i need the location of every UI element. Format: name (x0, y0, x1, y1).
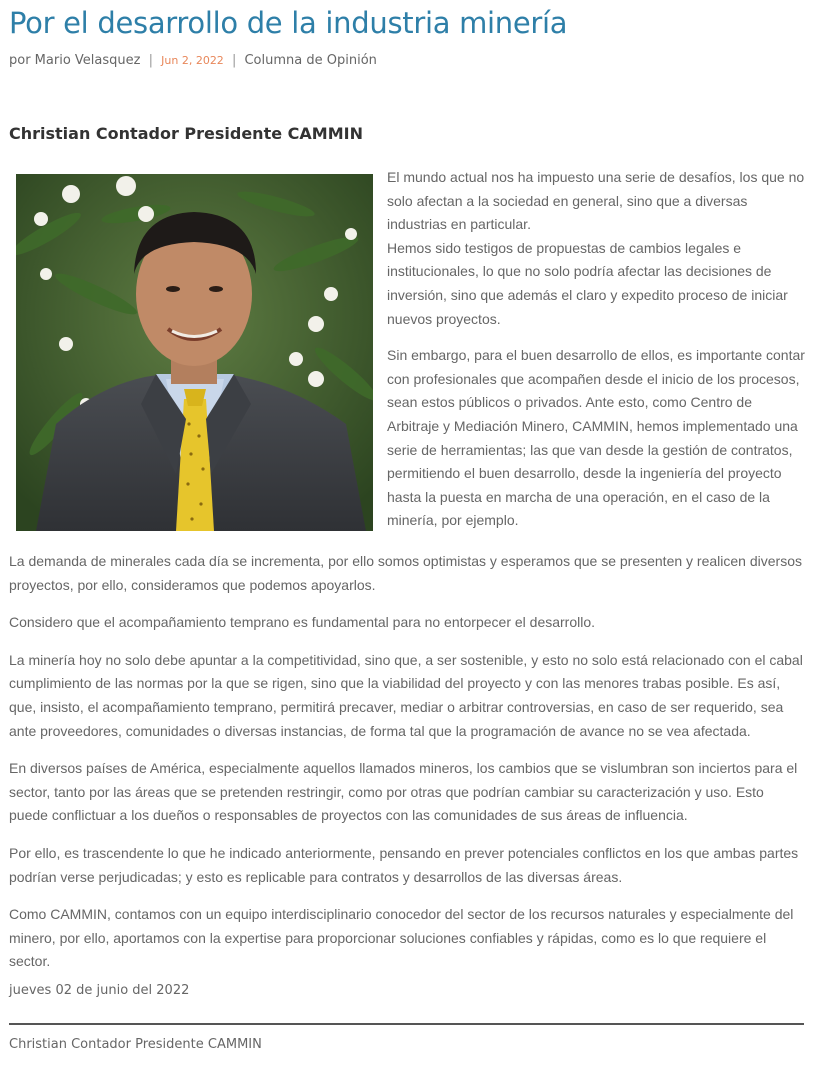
body-paragraph: Considero que el acompañamiento temprano es fundamental para no entorpecer el desarrollo. (9, 614, 596, 631)
portrait-photo (16, 174, 373, 531)
author-link[interactable]: por Mario Velasquez (9, 53, 141, 68)
photo-caption: Christian Contador Presidente CAMMIN (9, 1037, 262, 1052)
publish-date: Jun 2, 2022 (161, 54, 224, 67)
body-paragraph: La minería hoy no solo debe apuntar a la competitividad, sino que, a ser sostenible, y esto no solo está relacionado con el cabal cumplimiento de las normas por la que se rigen, sino que la viabilidad del proyecto y con las menores trabas posible. Es así, que, insisto, el acompañamiento temprano, permitirá precaver, mediar o arbitrar controversias, en caso de ser requerido, sea ante proveedores, comunidades o diversas instancias, de forma tal que la programación de avance no se vea afectada. (9, 651, 803, 739)
meta-separator: | (148, 53, 153, 68)
paragraph-text: Hemos sido testigos de propuestas de cambios legales e institucionales, lo que no solo podría afectar las decisiones de inversión, sino que además el claro y expedito proceso de iniciar nuevos proyectos. (387, 239, 788, 327)
intro-text (387, 166, 805, 546)
article-title: Por el desarrollo de la industria minería (9, 6, 568, 40)
divider (9, 1023, 804, 1025)
paragraph-text: El mundo actual nos ha impuesto una serie de desafíos, los que no solo afectan a la sociedad en general, sino que a diversas industrias en particular. (387, 169, 805, 233)
body-paragraph: La demanda de minerales cada día se incrementa, por ello somos optimistas y esperamos que se presenten y realicen diversos proyectos, por ello, consideramos que podemos apoyarlos. (9, 553, 802, 593)
body-paragraph: En diversos países de América, especialmente aquellos llamados mineros, los cambios que se vislumbran son inciertos para el sector, tanto por las áreas que se pretenden restringir, como por otras que podrían cambiar su caracterización y uso. Esto puede conflictuar a los dueños o responsables de proyectos con las comunidades de sus áreas de influencia. (9, 760, 798, 824)
body-paragraph: Como CAMMIN, contamos con un equipo interdisciplinario conocedor del sector de los recursos naturales y especialmente del minero, por ello, aportamos con la expertise para proporcionar soluciones confiables y rápidas, como es lo que requiere el sector. (9, 906, 794, 970)
article-meta (9, 53, 377, 68)
article-subtitle: Christian Contador Presidente CAMMIN (9, 124, 363, 143)
article-body (9, 550, 806, 974)
body-paragraph: Por ello, es trascendente lo que he indicado anteriormente, pensando en prever potenciales conflictos en los que ambas partes podrían verse perjudicadas; y esto es replicable para contratos y desarrollos de las diversas áreas. (9, 844, 799, 885)
portrait-photo-icon (16, 174, 373, 531)
footer-date: jueves 02 de junio del 2022 (9, 983, 190, 998)
meta-separator: | (231, 53, 237, 68)
intro-paragraph (387, 166, 805, 331)
category-link[interactable]: Columna de Opinión (244, 53, 377, 68)
intro-paragraph: Sin embargo, para el buen desarrollo de ellos, es importante contar con profesionales que acompañen desde el inicio de los procesos, sean estos públicos o privados. Ante esto, como Centro de Arbitraje y Mediación Minero, CAMMIN, hemos implementado una serie de herramientas; las que van desde la gestión de contratos, permitiendo el buen desarrollo, desde la ingeniería del proyecto hasta la puesta en marcha de una operación, en el caso de la minería, por ejemplo. (387, 347, 805, 529)
